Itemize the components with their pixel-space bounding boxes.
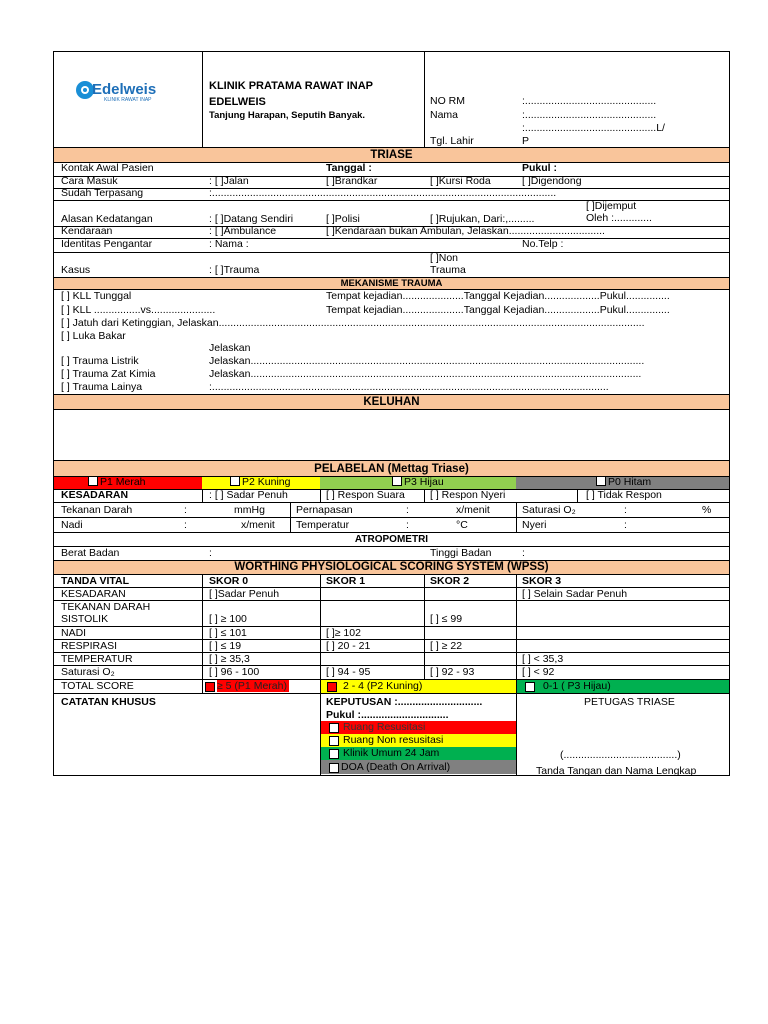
wpss-header-skor-3: SKOR 3 [522, 575, 562, 587]
wpss-saturasi-s2[interactable]: [ ] 92 - 93 [430, 666, 475, 678]
wpss-temperatur-s0[interactable]: [ ] ≥ 35,3 [209, 653, 250, 665]
checkbox[interactable] [596, 476, 606, 486]
section-wpss: WORTHING PHYSIOLOGICAL SCORING SYSTEM (WPSS) [54, 560, 729, 575]
total-p3[interactable] [517, 680, 729, 693]
ruang-non-resusitasi-label: Ruang Non resusitasi [343, 734, 444, 746]
trauma-lainya[interactable]: [ ] Trauma Lainya [61, 381, 143, 393]
keputusan-label[interactable]: KEPUTUSAN :............................. [326, 696, 483, 708]
temperatur-label: Temperatur [296, 519, 350, 531]
wpss-td-s2[interactable]: [ ] ≤ 99 [430, 613, 463, 625]
doa[interactable] [321, 760, 516, 774]
divider [202, 52, 203, 147]
luka-bakar-jelaskan: Jelaskan [209, 342, 251, 354]
clinic-address: Tanjung Harapan, Seputih Banyak. [209, 110, 366, 121]
berat-badan-field[interactable]: : [209, 547, 212, 559]
td-unit: mmHg [234, 504, 265, 516]
dijemput-oleh: Oleh :............. [586, 212, 652, 224]
identitas-label: Identitas Pengantar [61, 238, 153, 250]
cara-masuk-kursi-roda[interactable]: [ ]Kursi Roda [430, 175, 491, 187]
label-p2-kuning[interactable] [202, 477, 320, 489]
wpss-header-skor-1: SKOR 1 [326, 575, 366, 587]
ruang-resusitasi-label: Ruang Resusitasi [343, 721, 426, 733]
divider [424, 52, 425, 147]
keluhan-area[interactable] [54, 410, 729, 460]
label-p3-hijau[interactable] [320, 477, 516, 489]
total-p1[interactable] [203, 680, 320, 693]
pernapasan-colon: : [406, 504, 409, 516]
p1-label: P1 Merah [100, 476, 146, 488]
kesadaran-tidak-respon[interactable]: [ ] Tidak Respon [586, 489, 662, 501]
saturasi-colon: : [624, 504, 627, 516]
p0-label: P0 Hitam [608, 476, 652, 488]
wpss-kesadaran-s3[interactable]: [ ] Selain Sadar Penuh [522, 588, 628, 600]
kendaraan-ambulance[interactable]: : [ ]Ambulance [209, 225, 277, 237]
pernapasan-unit: x/menit [456, 504, 490, 516]
p3-label: P3 Hijau [404, 476, 444, 488]
total-p1-label: ≥ 5 (P1 Merah) [217, 680, 287, 692]
p2-label: P2 Kuning [242, 476, 291, 488]
nama-field[interactable]: :............................................. [522, 109, 657, 121]
saturasi-unit: % [702, 504, 712, 516]
nadi-unit: x/menit [241, 519, 275, 531]
temperatur-unit: °C [456, 519, 468, 531]
wpss-kesadaran-s0[interactable]: [ ]Sadar Penuh [209, 588, 280, 600]
clinic-logo [74, 79, 174, 105]
kesadaran-label: KESADARAN [61, 489, 129, 501]
wpss-respirasi-s0[interactable]: [ ] ≤ 19 [209, 640, 242, 652]
kasus-trauma[interactable]: : [ ]Trauma [209, 264, 260, 276]
checkbox[interactable] [205, 682, 215, 692]
wpss-nadi-s1[interactable]: [ ]≥ 102 [326, 627, 361, 639]
gender-p: P [522, 135, 530, 147]
nadi-label: Nadi [61, 519, 83, 531]
checkbox[interactable] [525, 682, 535, 692]
luka-bakar[interactable]: [ ] Luka Bakar [61, 330, 126, 342]
catatan-khusus-label: CATATAN KHUSUS [61, 696, 156, 708]
kasus-non-trauma-2: Trauma [430, 264, 466, 276]
ruang-resusitasi[interactable] [321, 721, 516, 734]
klinik-umum-label: Klinik Umum 24 Jam [343, 747, 440, 759]
trauma-kimia[interactable]: [ ] Trauma Zat Kimia [61, 368, 156, 380]
wpss-temperatur-s3[interactable]: [ ] < 35,3 [522, 653, 564, 665]
checkbox[interactable] [327, 682, 337, 692]
alasan-rujukan[interactable]: [ ]Rujukan, Dari:,......... [430, 213, 535, 225]
checkbox[interactable] [329, 763, 339, 773]
wpss-td-s0[interactable]: [ ] ≥ 100 [209, 613, 247, 625]
clinic-name: KLINIK PRATAMA RAWAT INAP [209, 80, 373, 92]
trauma-listrik-jelaskan[interactable]: Jelaskan....................................................................................................................................... [209, 355, 645, 367]
no-rm-label: NO RM [430, 95, 465, 107]
triage-form [53, 51, 730, 776]
section-triase: TRIASE [54, 147, 729, 163]
trauma-kimia-jelaskan[interactable]: Jelaskan...................................................................................................................................... [209, 368, 642, 380]
saturasi-label: Saturasi O₂ [522, 504, 576, 516]
temperatur-colon: : [406, 519, 409, 531]
tanggal-label: Tanggal : [326, 162, 372, 174]
wpss-respirasi-label: RESPIRASI [61, 640, 118, 652]
kll-tunggal[interactable]: [ ] KLL Tunggal [61, 290, 132, 302]
keputusan-pukul[interactable]: Pukul :.............................. [326, 709, 449, 721]
trauma-listrik[interactable]: [ ] Trauma Listrik [61, 355, 139, 367]
nyeri-colon: : [624, 519, 627, 531]
nyeri-label: Nyeri [522, 519, 547, 531]
section-keluhan: KELUHAN [54, 394, 729, 410]
checkbox[interactable] [329, 736, 339, 746]
tinggi-badan-label: Tinggi Badan [430, 547, 492, 559]
klinik-umum-24-jam[interactable] [321, 747, 516, 760]
dijemput-option[interactable]: [ ]Dijemput [586, 200, 637, 212]
wpss-saturasi-s0[interactable]: [ ] 96 - 100 [209, 666, 260, 678]
petugas-triase-label: PETUGAS TRIASE [584, 696, 675, 708]
signature-caption: Tanda Tangan dan Nama Lengkap [536, 765, 697, 777]
wpss-td-label-2: SISTOLIK [61, 613, 109, 625]
wpss-header-skor-0: SKOR 0 [209, 575, 249, 587]
kontak-label: Kontak Awal Pasien [61, 162, 154, 174]
total-p3-label: 0-1 ( P3 Hijau) [543, 680, 611, 692]
tinggi-badan-field[interactable]: : [522, 547, 525, 559]
checkbox[interactable] [329, 723, 339, 733]
jatuh[interactable]: [ ] Jatuh dari Ketinggian, Jelaskan.................................................................................................................................................. [61, 317, 645, 329]
gender-field[interactable]: :.............................................L/ [522, 122, 665, 134]
total-p2-label: 2 - 4 (P2 Kuning) [343, 680, 423, 692]
alasan-label: Alasan Kedatangan [61, 213, 153, 225]
checkbox[interactable] [88, 476, 98, 486]
alasan-datang-sendiri[interactable]: : [ ]Datang Sendiri [209, 213, 294, 225]
cara-masuk-label: Cara Masuk [61, 175, 118, 187]
wpss-td-label: TEKANAN DARAH [61, 601, 151, 613]
trauma-lainya-jelaskan[interactable]: :........................................................................................................................................ [209, 381, 609, 393]
label-p1-merah[interactable] [54, 477, 202, 489]
wpss-nadi-s0[interactable]: [ ] ≤ 101 [209, 627, 247, 639]
wpss-saturasi-label: Saturasi O₂ [61, 666, 115, 678]
kendaraan-bukan-ambulan[interactable]: [ ]Kendaraan bukan Ambulan, Jelaskan................................. [326, 225, 605, 237]
ruang-non-resusitasi[interactable] [321, 734, 516, 747]
total-p2[interactable] [321, 680, 516, 693]
td-colon: : [184, 504, 187, 516]
checkbox[interactable] [230, 476, 240, 486]
sudah-terpasang-field[interactable]: :...................................................................................................................... [209, 187, 557, 199]
doa-label: DOA (Death On Arrival) [341, 761, 451, 773]
identitas-nama[interactable]: : Nama : [209, 238, 249, 250]
clinic-name-2: EDELWEIS [209, 96, 266, 108]
kll-vs[interactable]: [ ] KLL ................vs...................... [61, 304, 216, 316]
kesadaran-sadar-penuh[interactable]: : [ ] Sadar Penuh [209, 489, 288, 501]
label-p0-hitam[interactable] [516, 477, 729, 489]
nama-label: Nama [430, 109, 459, 121]
tempat-kejadian-2[interactable]: Tempat kejadian.....................Tanggal Kejadian...................Pukul............... [326, 304, 670, 316]
checkbox[interactable] [329, 749, 339, 759]
kendaraan-label: Kendaraan [61, 225, 113, 237]
no-rm-field[interactable]: :............................................. [522, 95, 657, 107]
no-telp[interactable]: No.Telp : [522, 238, 564, 250]
section-mekanisme: MEKANISME TRAUMA [54, 277, 729, 290]
tgl-lahir-label: Tgl. Lahir [430, 135, 474, 147]
sudah-terpasang-label: Sudah Terpasang [61, 187, 144, 199]
wpss-saturasi-s1[interactable]: [ ] 94 - 95 [326, 666, 371, 678]
kesadaran-respon-nyeri[interactable]: [ ] Respon Nyeri [430, 489, 506, 501]
nadi-colon: : [184, 519, 187, 531]
logo-subtext: KLINIK RAWAT INAP [104, 97, 152, 103]
alasan-polisi[interactable]: [ ]Polisi [326, 213, 360, 225]
section-atropometri: ATROPOMETRI [354, 534, 429, 545]
wpss-header-tanda-vital: TANDA VITAL [61, 575, 130, 587]
kesadaran-respon-suara[interactable]: [ ] Respon Suara [326, 489, 405, 501]
tempat-kejadian-1[interactable]: Tempat kejadian.....................Tanggal Kejadian...................Pukul............... [326, 290, 670, 302]
wpss-temperatur-label: TEMPERATUR [61, 653, 133, 665]
wpss-respirasi-s2[interactable]: [ ] ≥ 22 [430, 640, 463, 652]
cara-masuk-digendong[interactable]: [ ]Digendong [522, 175, 582, 187]
wpss-saturasi-s3[interactable]: [ ] < 92 [522, 666, 555, 678]
wpss-nadi-label: NADI [61, 627, 87, 639]
kasus-non-trauma[interactable]: [ ]Non [430, 252, 459, 264]
berat-badan-label: Berat Badan [61, 547, 120, 559]
wpss-kesadaran-label: KESADARAN [61, 588, 126, 600]
pukul-label: Pukul : [522, 162, 558, 174]
signature-line[interactable]: (.......................................) [560, 749, 681, 761]
cara-masuk-brandkar[interactable]: [ ]Brandkar [326, 175, 378, 187]
td-label: Tekanan Darah [61, 504, 133, 516]
wpss-respirasi-s1[interactable]: [ ] 20 - 21 [326, 640, 371, 652]
logo-text: Edelweis [92, 81, 157, 98]
wpss-header-skor-2: SKOR 2 [430, 575, 470, 587]
total-score-label: TOTAL SCORE [61, 680, 134, 692]
section-pelabelan: PELABELAN (Mettag Triase) [54, 460, 729, 477]
pernapasan-label: Pernapasan [296, 504, 353, 516]
kasus-label: Kasus [61, 264, 91, 276]
cara-masuk-jalan[interactable]: : [ ]Jalan [209, 175, 249, 187]
checkbox[interactable] [392, 476, 402, 486]
